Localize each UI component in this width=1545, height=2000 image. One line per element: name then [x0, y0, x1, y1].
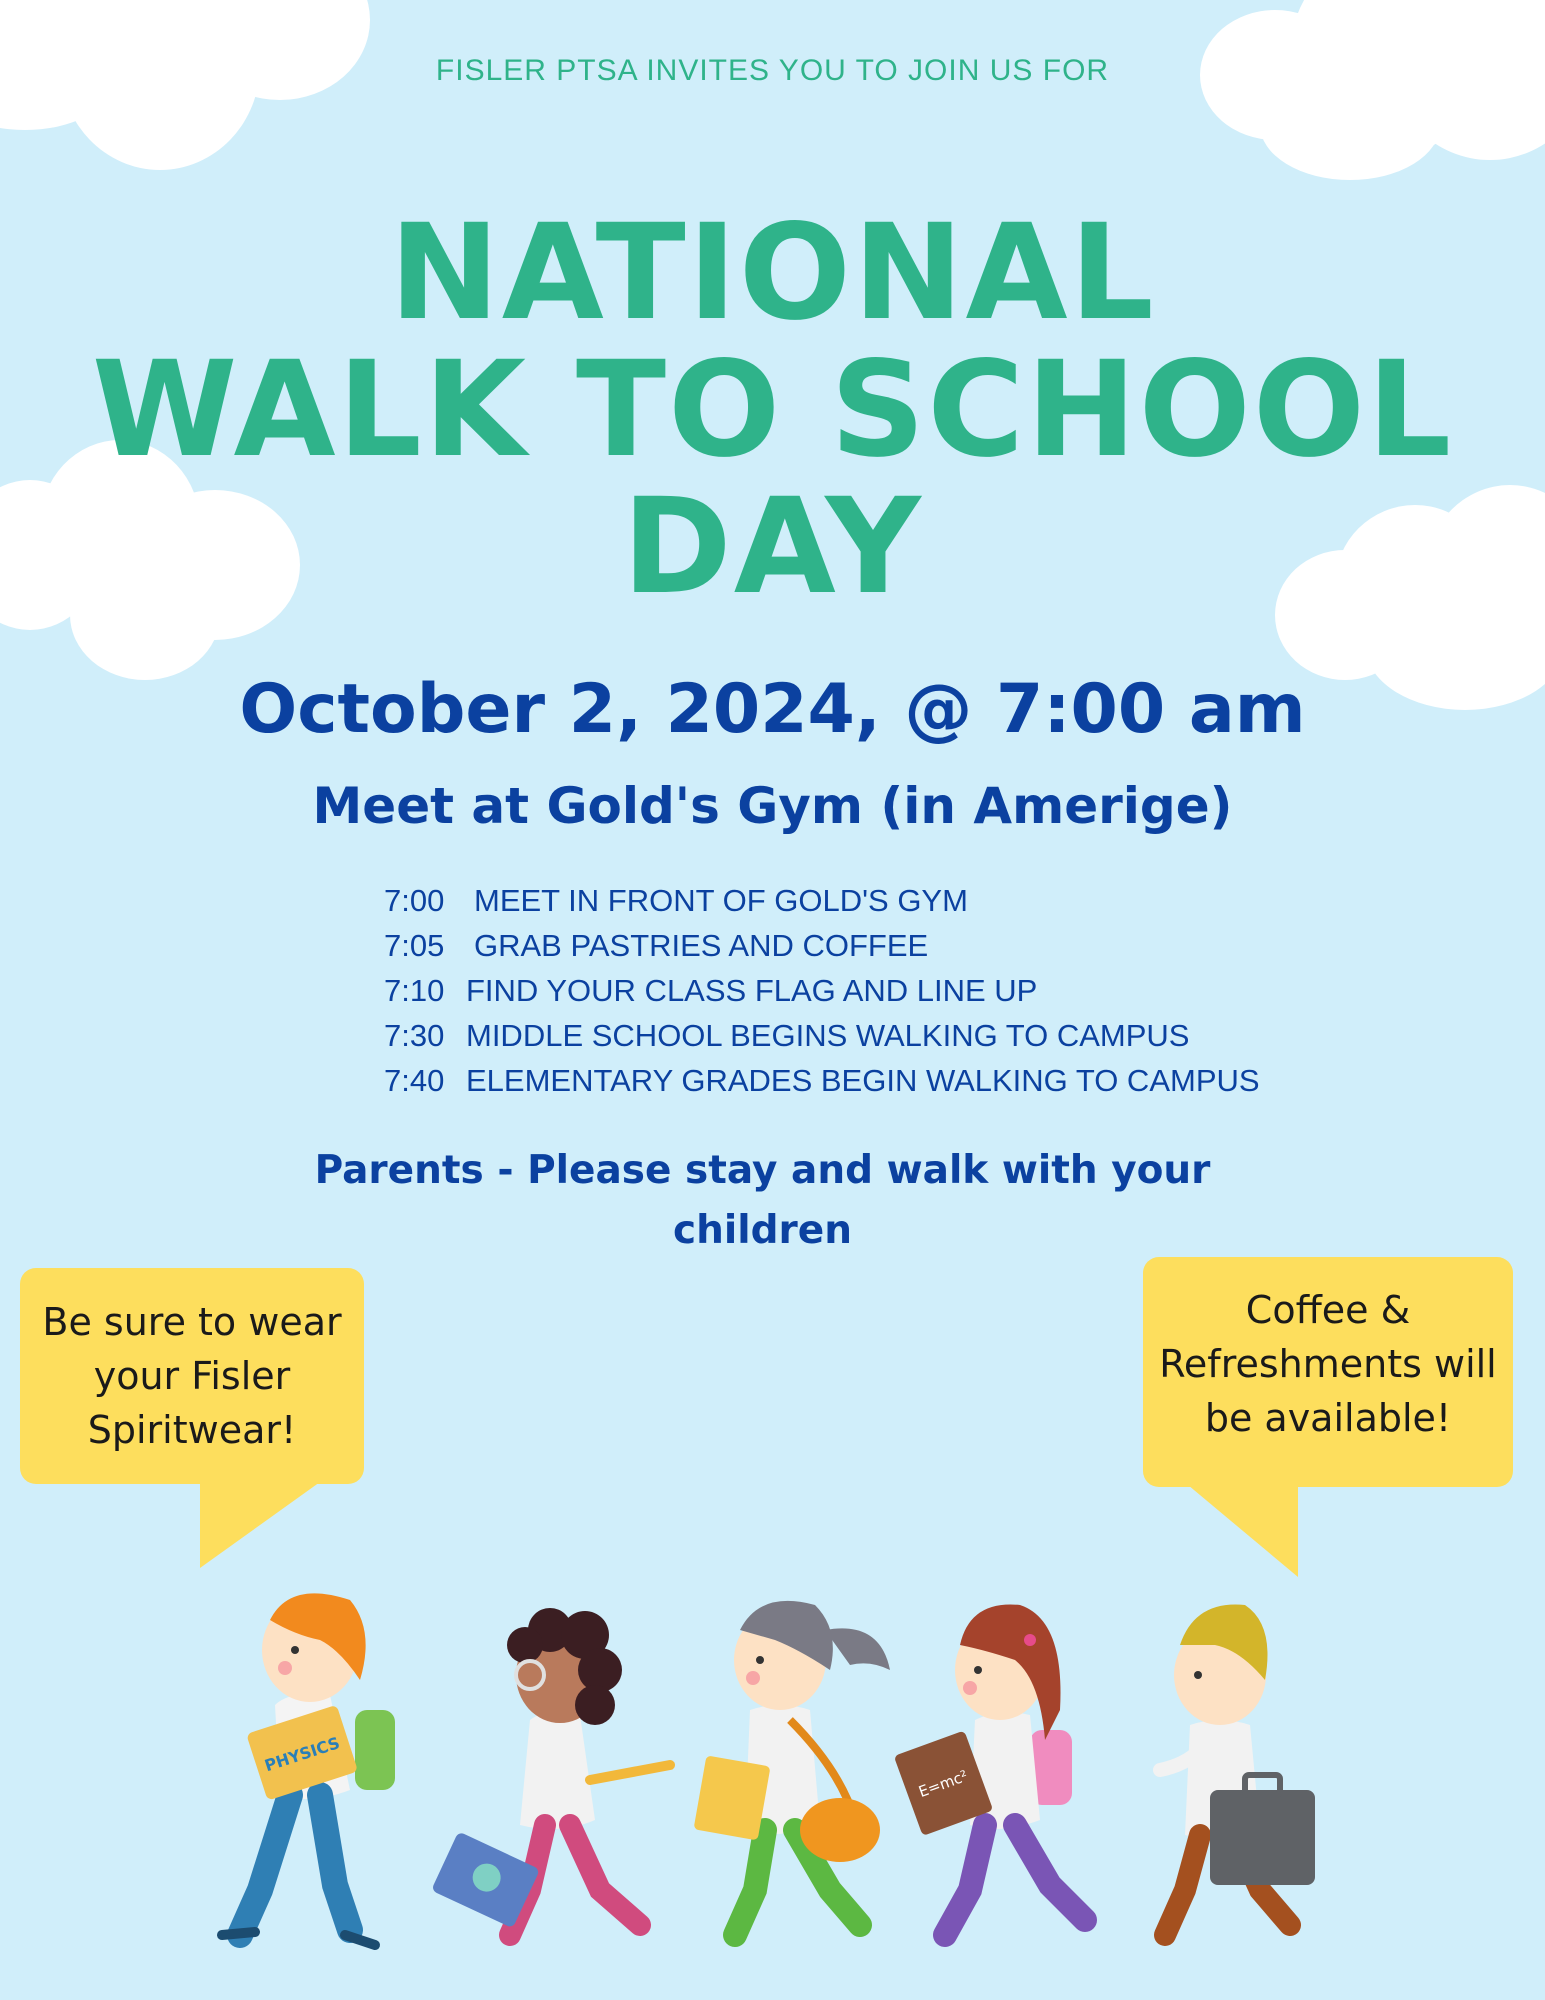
- schedule-activity: GRAB PASTRIES AND COFFEE: [474, 928, 929, 963]
- schedule-item: [384, 1058, 1384, 1103]
- walking-kids-illustration: [200, 1590, 1360, 1970]
- kid-glasses-icon: [431, 1608, 670, 1935]
- title-line-3: DAY: [622, 470, 923, 624]
- speech-bubble-spiritwear: [20, 1268, 364, 1484]
- bubble-left-line-1: Be sure to wear: [42, 1300, 342, 1344]
- schedule-item: [384, 923, 1384, 968]
- schedule-item: [384, 968, 1384, 1013]
- meeting-place: Meet at Gold's Gym (in Amerige): [312, 777, 1233, 835]
- schedule-time: 7:05: [384, 928, 445, 963]
- schedule-activity: MEET IN FRONT OF GOLD'S GYM: [474, 883, 968, 918]
- parents-note-line-1: Parents - Please stay and walk with your: [314, 1148, 1211, 1193]
- title-line-1: NATIONAL: [389, 196, 1156, 350]
- kid-formula-icon: [894, 1605, 1085, 1936]
- formula-book-label: E=mc²: [916, 1766, 971, 1802]
- speech-bubble-tail-left: [200, 1482, 320, 1568]
- event-title: [0, 196, 1545, 624]
- speech-bubble-refreshments: [1143, 1257, 1513, 1487]
- schedule-time: 7:30: [384, 1018, 445, 1053]
- schedule-activity: ELEMENTARY GRADES BEGIN WALKING TO CAMPUS: [466, 1063, 1260, 1098]
- kid-ponytail-icon: [694, 1601, 890, 1935]
- bubble-right-line-3: be available!: [1204, 1396, 1452, 1440]
- schedule-item: [384, 878, 1384, 923]
- event-date-time: October 2, 2024, @ 7:00 am: [239, 670, 1306, 749]
- kid-physics-icon: [222, 1593, 395, 1945]
- schedule-item: [384, 1013, 1384, 1058]
- title-line-2: WALK TO SCHOOL: [91, 333, 1454, 487]
- schedule-activity: MIDDLE SCHOOL BEGINS WALKING TO CAMPUS: [466, 1018, 1190, 1053]
- parents-note-line-2: children: [673, 1208, 852, 1253]
- kid-briefcase-icon: [1160, 1605, 1315, 1936]
- bubble-left-line-3: Spiritwear!: [87, 1408, 297, 1452]
- invite-line: FISLER PTSA INVITES YOU TO JOIN US FOR: [435, 54, 1110, 87]
- parents-note: [0, 1141, 1545, 1261]
- speech-bubble-tail-right: [1188, 1485, 1298, 1577]
- bubble-right-line-2: Refreshments will: [1159, 1342, 1497, 1386]
- schedule-time: 7:40: [384, 1063, 445, 1098]
- bubble-left-line-2: your Fisler: [93, 1354, 291, 1398]
- schedule-activity: FIND YOUR CLASS FLAG AND LINE UP: [466, 973, 1038, 1008]
- bubble-right-line-1: Coffee &: [1245, 1288, 1411, 1332]
- physics-book-label: PHYSICS: [262, 1733, 343, 1776]
- schedule-list: [384, 878, 1384, 1103]
- schedule-time: 7:10: [384, 973, 445, 1008]
- schedule-time: 7:00: [384, 883, 445, 918]
